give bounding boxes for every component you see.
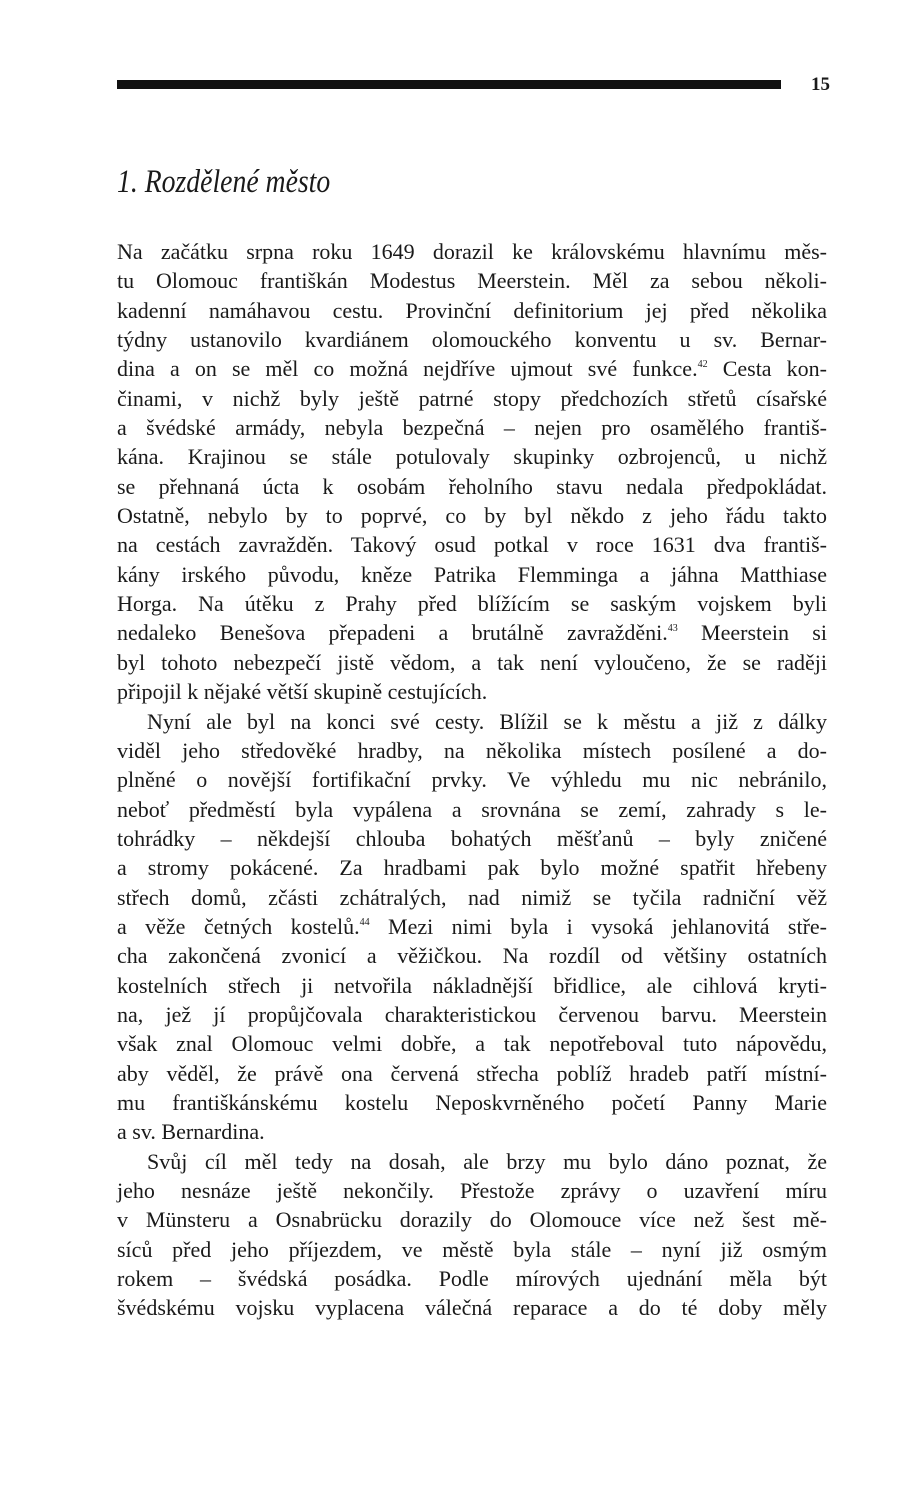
text-line — [117, 677, 827, 706]
text-segment: střech domů, zčásti zchátralých, nad nimiž se tyčila radniční věž — [117, 884, 827, 910]
text-line — [117, 413, 827, 442]
text-line — [117, 824, 827, 853]
text-line — [117, 589, 827, 618]
paragraph — [117, 707, 827, 1147]
text-line — [117, 736, 827, 765]
chapter-title: 1. Rozdělené město — [117, 164, 331, 200]
text-segment: tohrádky – někdejší chlouba bohatých měšťanů – byly zničené — [117, 825, 827, 851]
text-segment: Na začátku srpna roku 1649 dorazil ke královskému hlavnímu měs- — [117, 239, 827, 264]
footnote-marker: 42 — [697, 359, 708, 371]
text-line — [117, 1176, 827, 1205]
text-line — [117, 1147, 827, 1176]
text-line — [117, 765, 827, 794]
text-segment: kostelních střech ji netvořila nákladnější břidlice, ale cihlová kryti- — [117, 972, 827, 998]
text-segment: dina a on se měl co možná nejdříve ujmout své funkce. — [117, 356, 698, 382]
paragraph — [117, 237, 827, 707]
text-segment: plněné o novější fortifikační prvky. Ve výhledu mu nic nebránilo, — [117, 767, 827, 793]
text-line — [117, 1205, 827, 1234]
text-segment: činami, v nichž byly ještě patrné stopy předchozích střetů císařské — [117, 385, 827, 411]
text-segment: Mezi nimi byla i vysoká jehlanovitá stře- — [369, 913, 827, 939]
header-rule — [117, 80, 781, 89]
text-segment: síců před jeho příjezdem, ve městě byla stále – nyní již osmým — [117, 1236, 827, 1262]
text-line — [117, 1235, 827, 1264]
text-segment: se přehnaná úcta k osobám řeholního stavu nedala předpokládat. — [117, 473, 827, 499]
text-line — [117, 237, 827, 266]
text-line — [117, 971, 827, 1000]
text-line — [117, 912, 827, 941]
text-segment: kadenní namáhavou cestu. Provinční definitorium jej před několika — [117, 297, 827, 323]
text-line — [117, 853, 827, 882]
text-line — [117, 354, 827, 383]
text-line — [117, 883, 827, 912]
text-line — [117, 648, 827, 677]
text-line — [117, 1264, 827, 1293]
text-segment: aby věděl, že právě ona červená střecha poblíž hradeb patří místní- — [117, 1060, 827, 1086]
text-segment: a věže četných kostelů. — [117, 913, 360, 939]
text-segment: a stromy pokácené. Za hradbami pak bylo možné spatřit hřebeny — [117, 855, 827, 881]
page-number: 15 — [811, 74, 830, 95]
text-line — [117, 325, 827, 354]
text-segment: tu Olomouc františkán Modestus Meerstein. Měl za sebou několi- — [117, 268, 827, 294]
text-line — [117, 1088, 827, 1117]
text-segment: na cestách zavražděn. Takový osud potkal v roce 1631 dva františ- — [117, 532, 827, 558]
text-segment: Svůj cíl měl tedy na dosah, ale brzy mu bylo dáno poznat, že — [147, 1148, 827, 1174]
body-text — [117, 237, 827, 1323]
text-segment: neboť předměstí byla vypálena a srovnána se zemí, zahrady s le- — [117, 796, 827, 822]
text-segment: připojil k nějaké větší skupině cestujících. — [117, 679, 488, 705]
text-line — [117, 707, 827, 736]
text-segment: Ostatně, nebylo by to poprvé, co by byl někdo z jeho řádu takto — [117, 503, 827, 529]
text-segment: týdny ustanovilo kvardiánem olomouckého konventu u sv. Bernar- — [117, 327, 827, 353]
text-line — [117, 296, 827, 325]
text-line — [117, 1059, 827, 1088]
text-line — [117, 472, 827, 501]
text-line — [117, 266, 827, 295]
text-segment: jeho nesnáze ještě nekončily. Přestože zprávy o uzavření míru — [117, 1178, 827, 1203]
text-segment: mu františkánskému kostelu Neposkvrněného početí Panny Marie — [117, 1089, 827, 1115]
text-line — [117, 795, 827, 824]
footnote-marker: 43 — [667, 623, 678, 635]
text-line — [117, 618, 827, 647]
text-segment: cha zakončená zvonicí a věžičkou. Na rozdíl od většiny ostatních — [117, 943, 827, 969]
text-segment: v Münsteru a Osnabrücku dorazily do Olomouce více než šest mě- — [117, 1207, 827, 1233]
text-segment: a sv. Bernardina. — [117, 1119, 265, 1145]
text-line — [117, 442, 827, 471]
text-line — [117, 1117, 827, 1146]
text-segment: Horga. Na útěku z Prahy před blížícím se saským vojskem byli — [117, 591, 827, 617]
text-segment: však znal Olomouc velmi dobře, a tak nepotřeboval tuto nápovědu, — [117, 1031, 827, 1057]
text-segment: Nyní ale byl na konci své cesty. Blížil se k městu a již z dálky — [147, 708, 827, 734]
text-line — [117, 1293, 827, 1322]
text-line — [117, 941, 827, 970]
text-segment: Cesta kon- — [707, 356, 828, 382]
text-line — [117, 1000, 827, 1029]
text-line — [117, 1029, 827, 1058]
text-segment: viděl jeho středověké hradby, na několika místech posílené a do- — [117, 737, 827, 763]
text-segment: švédskému vojsku vyplacena válečná reparace a do té doby měly — [117, 1295, 827, 1321]
text-line — [117, 530, 827, 559]
text-line — [117, 384, 827, 413]
text-line — [117, 501, 827, 530]
text-segment: kána. Krajinou se stále potulovaly skupinky ozbrojenců, u nichž — [117, 444, 827, 470]
text-segment: kány irského původu, kněze Patrika Flemminga a jáhna Matthiase — [117, 561, 827, 587]
text-segment: na, jež jí propůjčovala charakteristickou červenou barvu. Meerstein — [117, 1001, 827, 1027]
paragraph — [117, 1147, 827, 1323]
text-segment: a švédské armády, nebyla bezpečná – nejen pro osamělého františ- — [117, 415, 827, 441]
text-segment: Meerstein si — [677, 620, 827, 646]
footnote-marker: 44 — [359, 916, 370, 928]
text-segment: nedaleko Benešova přepadeni a brutálně zavražděni. — [117, 620, 668, 646]
text-segment: byl tohoto nebezpečí jistě vědom, a tak není vyloučeno, že se raději — [117, 649, 827, 675]
text-line — [117, 560, 827, 589]
text-segment: rokem – švédská posádka. Podle mírových ujednání měla být — [117, 1266, 827, 1292]
